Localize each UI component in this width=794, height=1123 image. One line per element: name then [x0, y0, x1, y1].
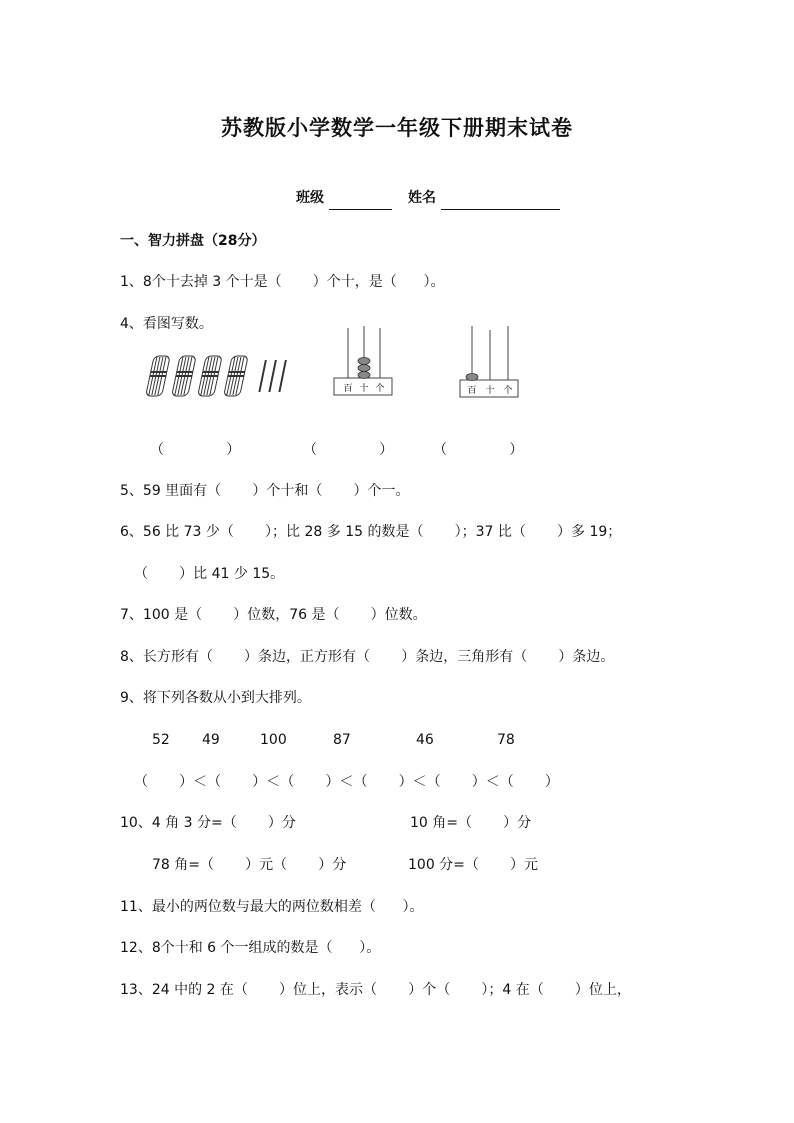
- answer-blank-abacus-2[interactable]: （ ）: [433, 442, 524, 458]
- abacus-2: [458, 324, 520, 400]
- class-blank[interactable]: [329, 193, 392, 210]
- answer-blank-bundles[interactable]: （ ）: [150, 442, 241, 458]
- question-10-b-right: 100 分=（ ）元: [408, 857, 539, 873]
- question-9: 9、将下列各数从小到大排列。: [120, 690, 311, 706]
- number-item: 49: [202, 732, 220, 748]
- stick-bundles-figure: [145, 352, 295, 400]
- abacus-label-tens: 十: [359, 384, 369, 394]
- number-item: 52: [152, 732, 170, 748]
- name-blank[interactable]: [441, 193, 560, 210]
- page-title: 苏教版小学数学一年级下册期末试卷: [221, 115, 573, 140]
- number-item: 78: [497, 732, 515, 748]
- question-11: 11、最小的两位数与最大的两位数相差（ ）。: [120, 899, 424, 915]
- question-10-a-left: 10、4 角 3 分=（ ）分: [120, 815, 296, 831]
- number-item: 100: [260, 732, 287, 748]
- ordering-blanks[interactable]: （ ）＜（ ）＜（ ）＜（ ）＜（ ）＜（ ）: [134, 774, 559, 790]
- abacus-label-tens: 十: [485, 386, 495, 396]
- question-4: 4、看图写数。: [120, 316, 213, 332]
- section-heading: 一、智力拼盘（28分）: [120, 233, 266, 249]
- question-7: 7、100 是（ ）位数，76 是（ ）位数。: [120, 607, 427, 623]
- abacus-label-ones: 个: [503, 386, 513, 396]
- abacus-label-hundreds: 百: [467, 386, 477, 396]
- question-12: 12、8个十和 6 个一组成的数是（ ）。: [120, 940, 381, 956]
- answer-blank-abacus-1[interactable]: （ ）: [303, 442, 394, 458]
- question-5: 5、59 里面有（ ）个十和（ ）个一。: [120, 483, 410, 499]
- abacus-label-ones: 个: [375, 384, 385, 394]
- class-label: 班级: [296, 190, 324, 206]
- number-item: 46: [416, 732, 434, 748]
- single-sticks: [259, 360, 285, 392]
- question-13: 13、24 中的 2 在（ ）位上，表示（ ）个（ ）；4 在（ ）位上，: [120, 982, 631, 998]
- number-item: 87: [333, 732, 351, 748]
- stick-bundle: [198, 356, 223, 396]
- question-8: 8、长方形有（ ）条边，正方形有（ ）条边，三角形有（ ）条边。: [120, 649, 615, 665]
- stick-bundle: [172, 356, 197, 396]
- question-6-line-2: （ ）比 41 少 15。: [134, 566, 285, 582]
- question-10-b-left: 78 角=（ ）元（ ）分: [152, 857, 347, 873]
- question-10-a-right: 10 角=（ ）分: [410, 815, 532, 831]
- stick-bundle: [224, 356, 249, 396]
- name-label: 姓名: [408, 190, 436, 206]
- abacus-1: [332, 324, 394, 398]
- question-1: 1、8个十去掉 3 个十是（ ）个十，是（ ）。: [120, 274, 445, 290]
- question-6-line-1: 6、56 比 73 少（ ）；比 28 多 15 的数是（ ）；37 比（ ）多 19；: [120, 524, 622, 540]
- abacus-label-hundreds: 百: [343, 384, 353, 394]
- stick-bundle: [146, 356, 171, 396]
